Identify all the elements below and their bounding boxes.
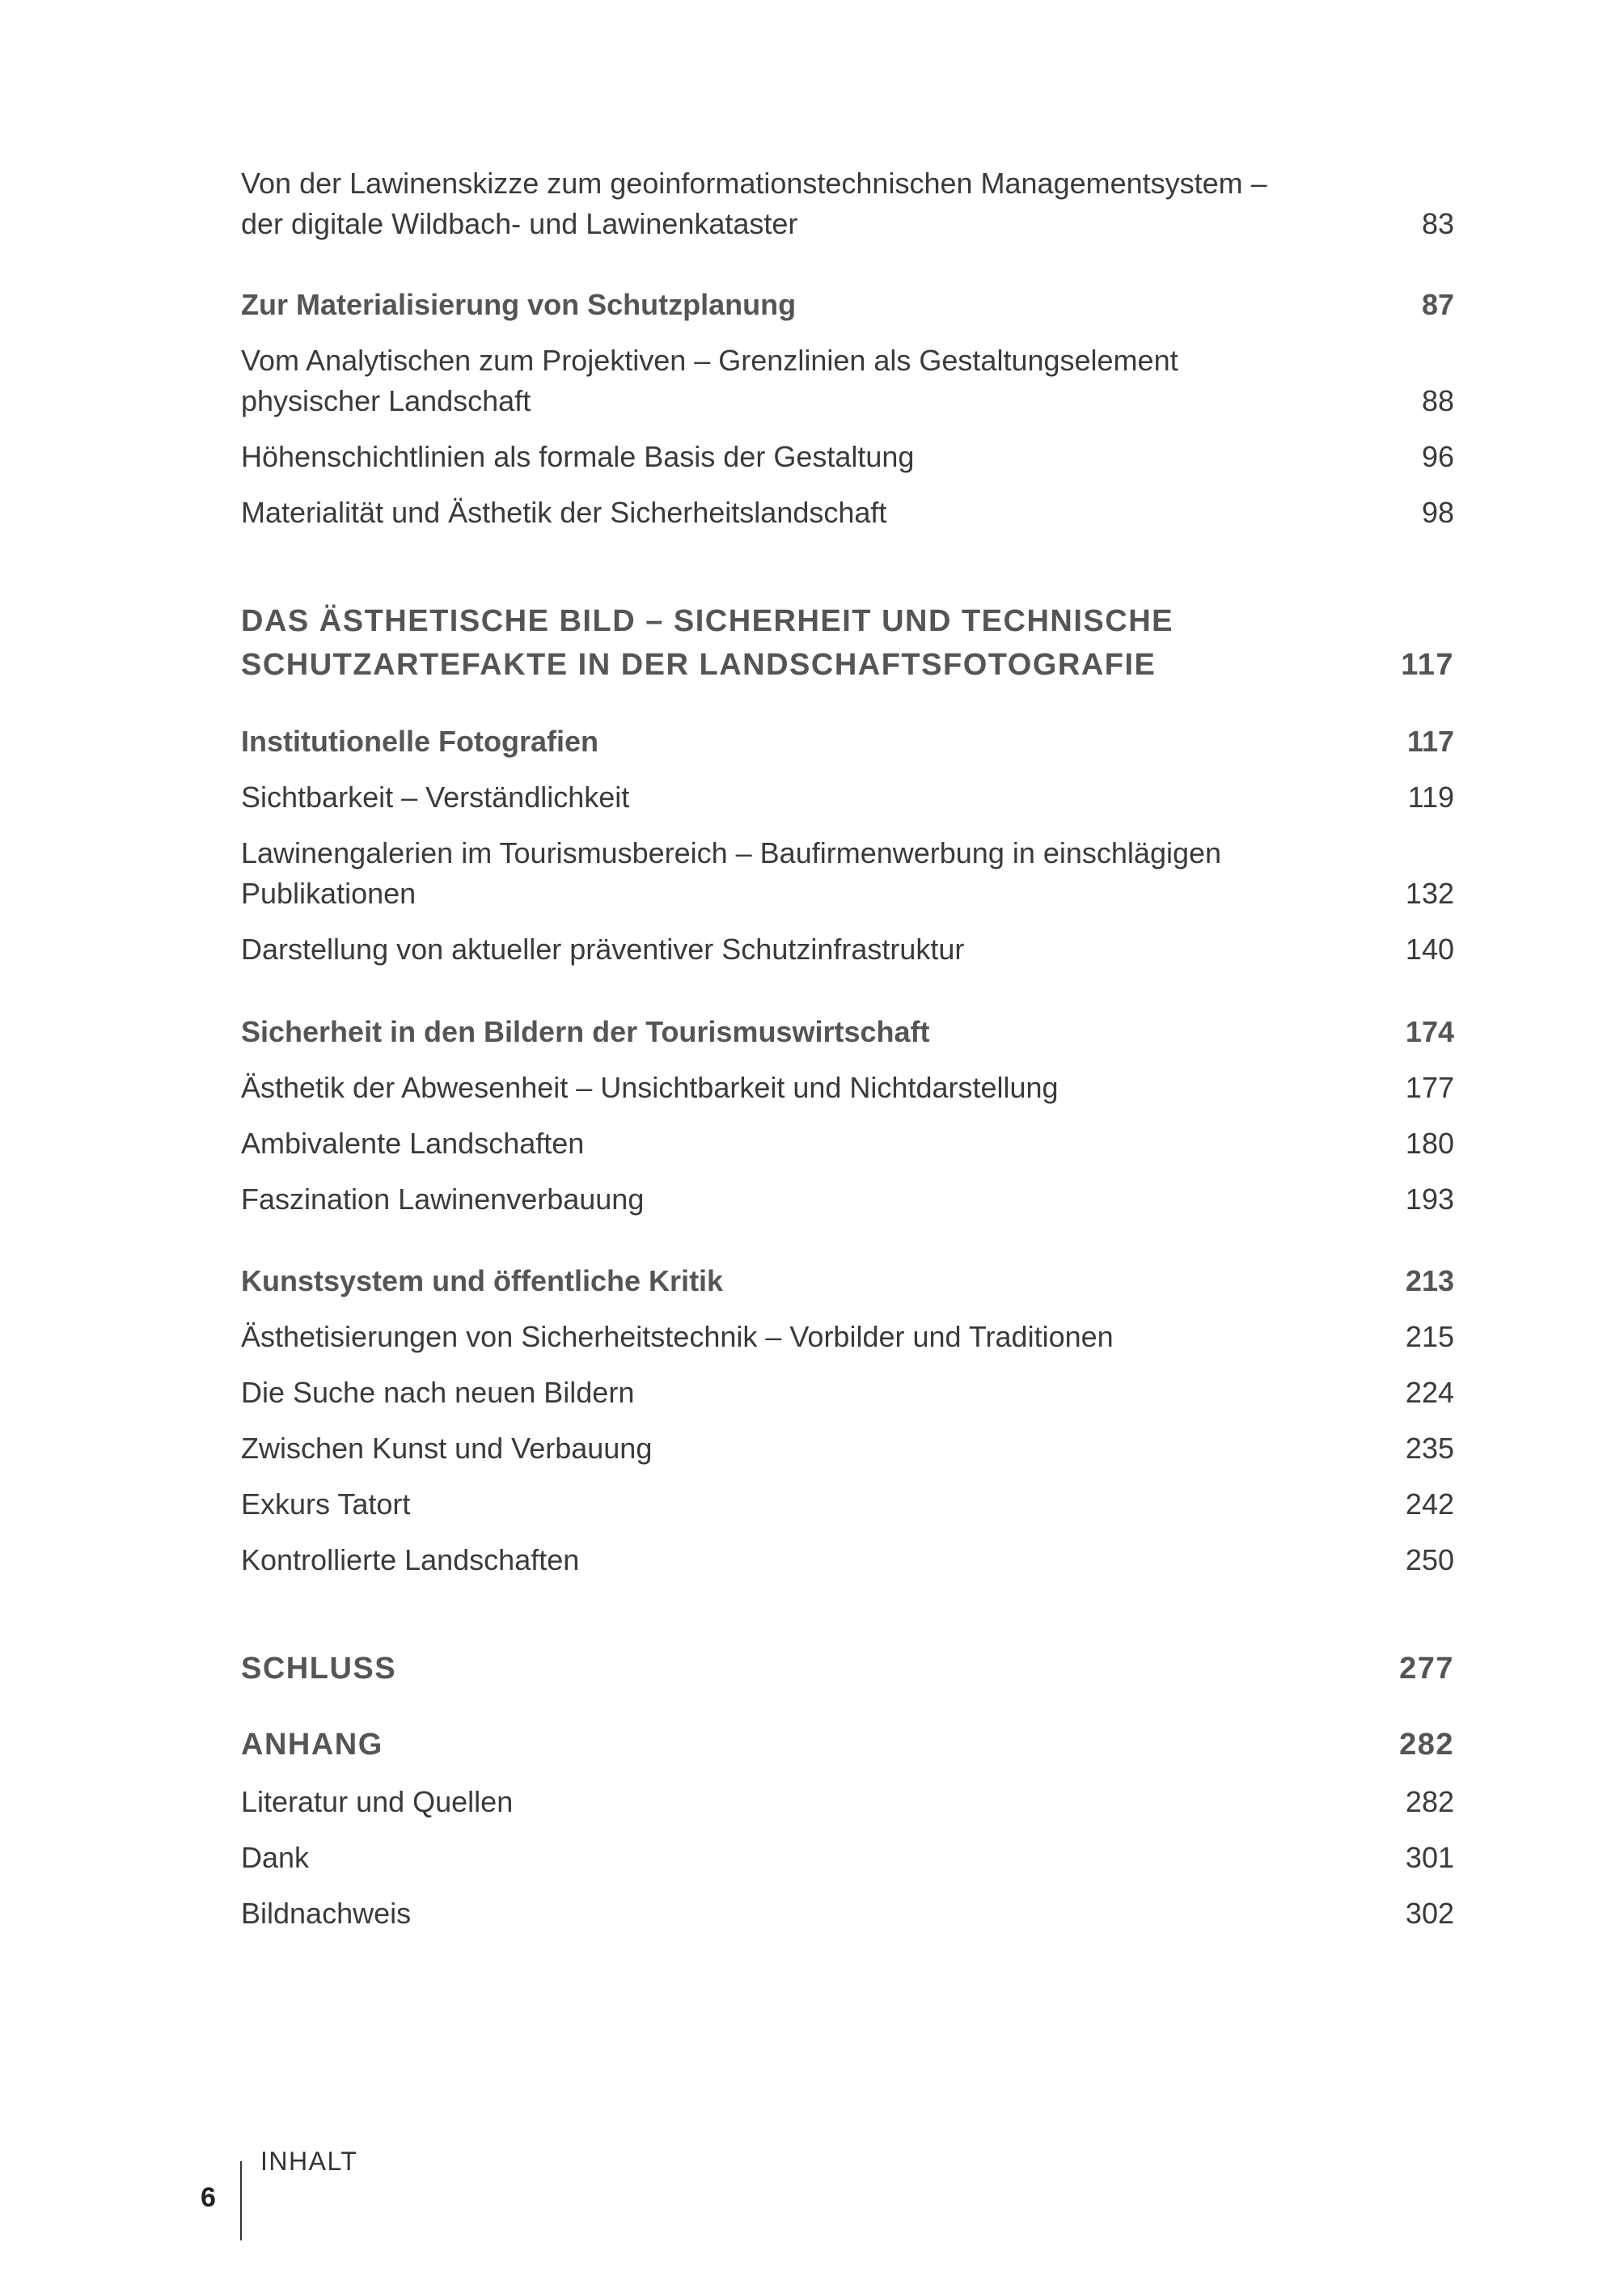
toc-entry-page: 242: [1405, 1487, 1454, 1521]
toc-chapter-heading: [241, 599, 1454, 687]
toc-entry-page: 88: [1421, 384, 1454, 417]
toc-entry: [241, 341, 1454, 421]
toc-entry-title: Sicherheit in den Bildern der Tourismuswirtschaft: [241, 1015, 930, 1048]
toc-entry: [241, 1428, 1454, 1469]
toc-entry-page: 87: [1421, 288, 1454, 321]
toc-entry-title: Kunstsystem und öffentliche Kritik: [241, 1264, 724, 1297]
toc-entry-page: 180: [1405, 1127, 1454, 1160]
toc-entry: [241, 1373, 1454, 1413]
toc-entry-title: Dank: [241, 1841, 310, 1874]
footer-divider: [240, 2161, 242, 2240]
toc-entry-page: 177: [1405, 1071, 1454, 1104]
toc-entry-title: Zwischen Kunst und Verbauung: [241, 1432, 653, 1465]
toc-entry-page: 301: [1405, 1841, 1454, 1874]
toc-entry-title: DAS ÄSTHETISCHE BILD – SICHERHEIT UND TECHNISCHE SCHUTZARTEFAKTE IN DER LANDSCHAFTSFOTOGRAFIE: [241, 604, 1174, 682]
toc-entry: [241, 1123, 1454, 1164]
toc-entry-page: 193: [1405, 1182, 1454, 1216]
toc-entry-title: Ästhetik der Abwesenheit – Unsichtbarkeit und Nichtdarstellung: [241, 1071, 1059, 1104]
toc-entry: [241, 1782, 1454, 1822]
toc-entry-title: Bildnachweis: [241, 1897, 412, 1930]
footer-section-label: INHALT: [260, 2147, 358, 2176]
toc-chapter-heading: [241, 1723, 1454, 1766]
toc-entry-page: 277: [1399, 1652, 1454, 1686]
toc-entry-page: 98: [1421, 496, 1454, 529]
toc-entry-page: 174: [1405, 1015, 1454, 1048]
toc-entry-title: Vom Analytischen zum Projektiven – Grenzlinien als Gestaltungselement physischer Landschaft: [241, 344, 1178, 417]
toc-entry-page: 96: [1421, 440, 1454, 473]
toc-entry-page: 132: [1405, 877, 1454, 910]
toc-entry-page: 282: [1405, 1785, 1454, 1818]
toc-section-heading: [241, 285, 1454, 325]
toc-entry-title: SCHLUSS: [241, 1652, 397, 1686]
toc-entry: [241, 493, 1454, 533]
toc-entry: [241, 163, 1454, 244]
toc-entry-title: Die Suche nach neuen Bildern: [241, 1376, 635, 1409]
toc-entry-page: 224: [1405, 1376, 1454, 1409]
toc-entry-title: Lawinengalerien im Tourismusbereich – Baufirmenwerbung in einschlägigen Publikationen: [241, 836, 1222, 910]
toc-entry-title: Ästhetisierungen von Sicherheitstechnik – Vorbilder und Traditionen: [241, 1320, 1114, 1353]
toc-entry-page: 140: [1405, 933, 1454, 966]
toc-entry-page: 250: [1405, 1543, 1454, 1576]
toc-entry: [241, 1317, 1454, 1357]
toc-entry-page: 302: [1405, 1897, 1454, 1930]
toc-entry-page: 235: [1405, 1432, 1454, 1465]
toc-entry: [241, 777, 1454, 818]
toc-entry-page: 117: [1406, 725, 1454, 758]
toc-entry: [241, 1838, 1454, 1878]
toc-entry-title: Von der Lawinenskizze zum geoinformationstechnischen Managementsystem – der digitale Wildbach- und Lawinenkataster: [241, 167, 1267, 240]
toc-section-heading: [241, 1261, 1454, 1301]
toc-entry-page: 117: [1401, 648, 1454, 682]
toc-entry-title: Faszination Lawinenverbauung: [241, 1182, 645, 1216]
toc-entry: [241, 1893, 1454, 1934]
toc-entry: [241, 1540, 1454, 1580]
toc-entry: [241, 929, 1454, 970]
toc-entry: [241, 437, 1454, 477]
toc-section-heading: [241, 1012, 1454, 1052]
toc-entry-title: Ambivalente Landschaften: [241, 1127, 585, 1160]
toc-entry-title: ANHANG: [241, 1728, 383, 1762]
toc-entry-page: 119: [1407, 781, 1454, 814]
toc-entry-page: 215: [1405, 1320, 1454, 1353]
toc-entry-title: Materialität und Ästhetik der Sicherheitslandschaft: [241, 496, 887, 529]
toc-entry-title: Kontrollierte Landschaften: [241, 1543, 580, 1576]
toc-entry-title: Sichtbarkeit – Verständlichkeit: [241, 781, 630, 814]
toc-entry-title: Höhenschichtlinien als formale Basis der Gestaltung: [241, 440, 915, 473]
toc-entry-page: 83: [1421, 207, 1454, 240]
toc-entry: [241, 1179, 1454, 1220]
toc-entry-title: Darstellung von aktueller präventiver Schutzinfrastruktur: [241, 933, 965, 966]
toc-entry: [241, 1068, 1454, 1108]
toc-entry-title: Literatur und Quellen: [241, 1785, 514, 1818]
toc-entry-title: Exkurs Tatort: [241, 1487, 411, 1521]
toc-entry: [241, 1484, 1454, 1525]
toc-entry: [241, 833, 1454, 914]
toc-entry-title: Institutionelle Fotografien: [241, 725, 598, 758]
toc-entry-title: Zur Materialisierung von Schutzplanung: [241, 288, 797, 321]
toc-chapter-heading: [241, 1647, 1454, 1690]
toc-section-heading: [241, 721, 1454, 762]
toc-entry-page: 213: [1405, 1264, 1454, 1297]
toc-entry-page: 282: [1399, 1728, 1454, 1762]
footer-page-number: 6: [201, 2182, 216, 2213]
